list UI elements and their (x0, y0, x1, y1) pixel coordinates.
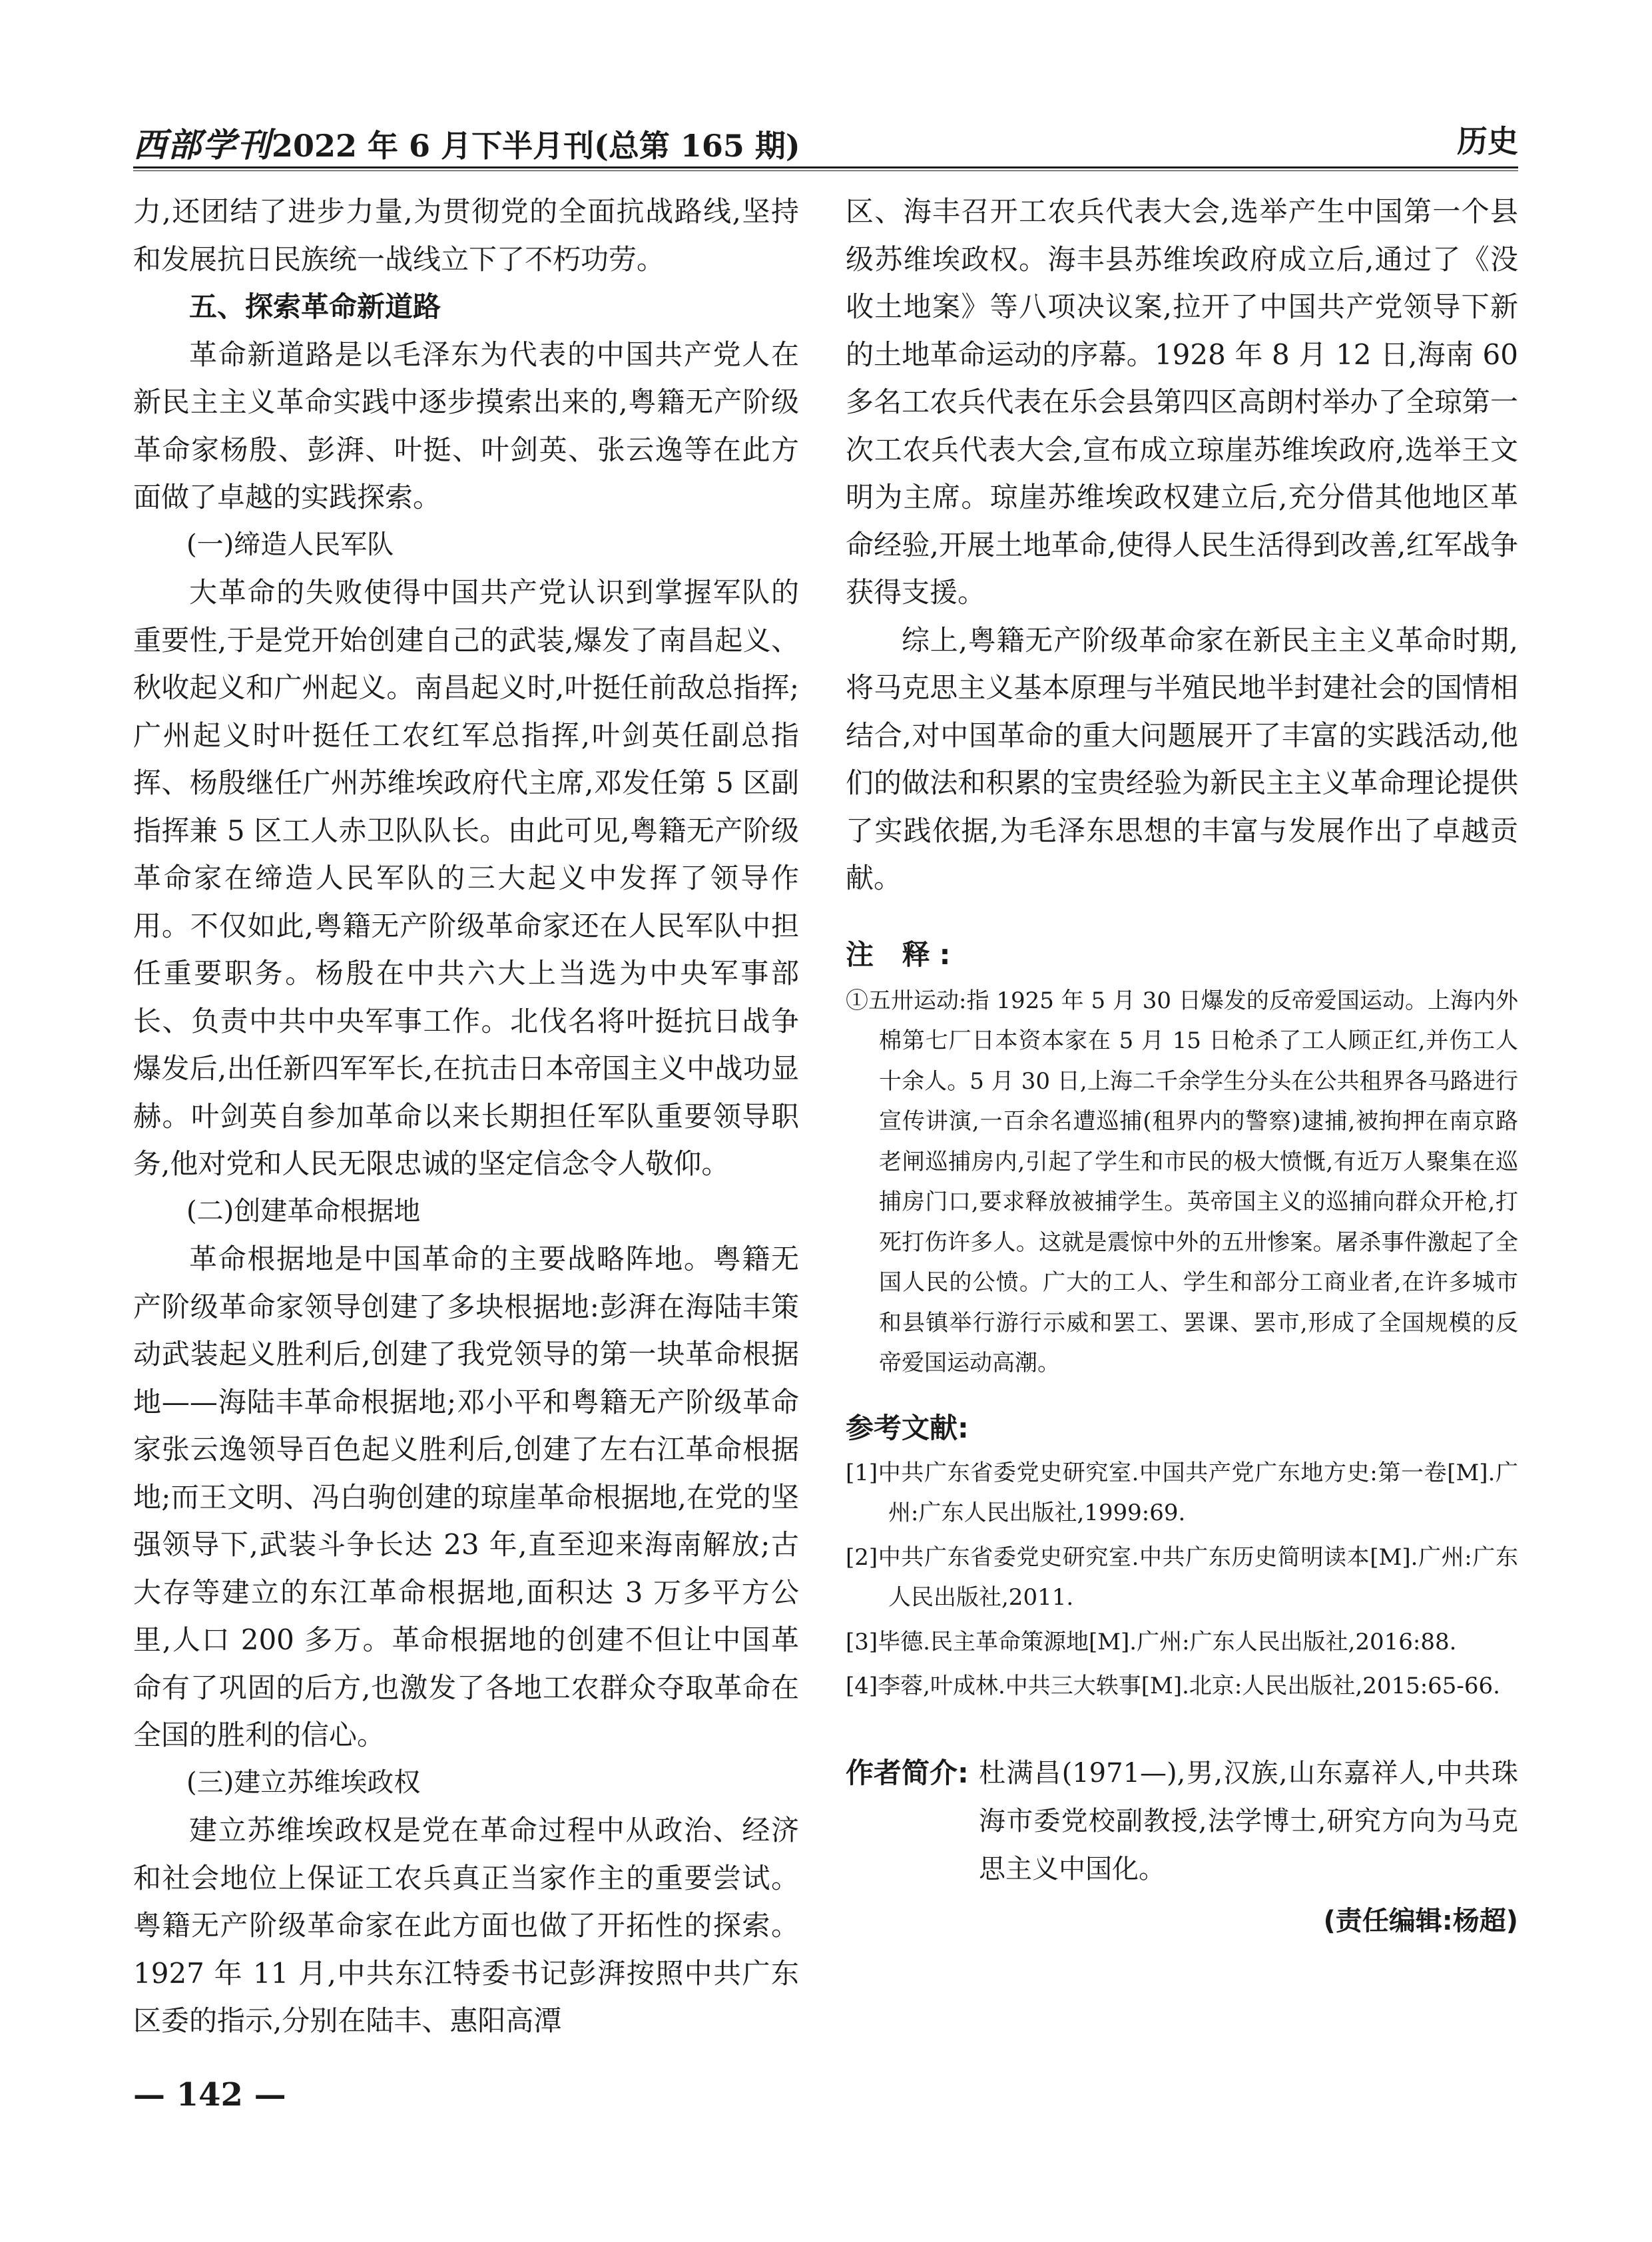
page-header (133, 107, 1518, 164)
journal-logo: 西部学刊 (133, 125, 272, 164)
paragraph: 力,还团结了进步力量,为贯彻党的全面抗战路线,坚持和发展抗日民族统一战线立下了不朽功劳。 (133, 195, 799, 276)
paragraph: 区、海丰召开工农兵代表大会,选举产生中国第一个县级苏维埃政权。海丰县苏维埃政府成立后,通过了《没收土地案》等八项决议案,拉开了中国共产党领导下新的土地革命运动的序幕。1928 年 8 月 12 日,海南 60 多名工农兵代表在乐会县第四区高朗村举办了全琼第一次工农兵代表大会,宣布成立琼崖苏维埃政府,选举王文明为主席。琼崖苏维埃政权建立后,充分借其他地区革命经验,开展土地革命,使得人民生活得到改善,红军战争获得支援。 (846, 195, 1518, 609)
section-heading: 五、探索革命新道路 (189, 290, 441, 323)
issue-info: 2022 年 6 月下半月刊(总第 165 期) (272, 128, 800, 164)
paragraph: 综上,粤籍无产阶级革命家在新民主主义革命时期,将马克思主义基本原理与半殖民地半封建社会的国情相结合,对中国革命的重大问题展开了丰富的实践活动,他们的做法和积累的宝贵经验为新民主主义革命理论提供了实践依据,为毛泽东思想的丰富与发展作出了卓越贡献。 (846, 623, 1518, 894)
paragraph: 大革命的失败使得中国共产党认识到掌握军队的重要性,于是党开始创建自己的武装,爆发了南昌起义、秋收起义和广州起义。南昌起义时,叶挺任前敌总指挥;广州起义时叶挺任工农红军总指挥,叶剑英任副总指挥、杨殷继任广州苏维埃政府代主席,邓发任第 5 区副指挥兼 5 区工人赤卫队队长。由此可见,粤籍无产阶级革命家在缔造人民军队的三大起义中发挥了领导作用。不仅如此,粤籍无产阶级革命家还在人民军队中担任重要职务。杨殷在中共六大上当选为中央军事部长、负责中共中央军事工作。北伐名将叶挺抗日战争爆发后,出任新四军军长,在抗击日本帝国主义中战功显赫。叶剑英自参加革命以来长期担任军队重要领导职务,他对党和人民无限忠诚的坚定信念令人敬仰。 (133, 576, 799, 1180)
paragraph: 建立苏维埃政权是党在革命过程中从政治、经济和社会地位上保证工农兵真正当家作主的重要尝试。粤籍无产阶级革命家在此方面也做了开拓性的探索。1927 年 11 月,中共东江特委书记彭湃按照中共广东区委的指示,分别在陆丰、惠阳高潭 (133, 1814, 799, 2037)
page-number: — 142 — (133, 2076, 286, 2113)
reference-item: [4]李蓉,叶成林.中共三大轶事[M].北京:人民出版社,2015:65-66. (846, 1673, 1500, 1699)
author-label: 作者简介: (846, 1756, 969, 1789)
reference-item: [2]中共广东省委党史研究室.中共广东历史简明读本[M].广州:广东人民出版社,2011. (846, 1543, 1518, 1611)
responsible-editor: (责任编辑:杨超) (1323, 1905, 1518, 1936)
paragraph: 革命新道路是以毛泽东为代表的中国共产党人在新民主主义革命实践中逐步摸索出来的,粤籍无产阶级革命家杨殷、彭湃、叶挺、叶剑英、张云逸等在此方面做了卓越的实践探索。 (133, 338, 799, 513)
journal-issue-line (133, 119, 800, 166)
header-rule-thin (133, 170, 1518, 171)
reference-item: [1]中共广东省委党史研究室.中国共产党广东地方史:第一卷[M].广州:广东人民出版社,1999:69. (846, 1459, 1518, 1526)
paragraph: 革命根据地是中国革命的主要战略阵地。粤籍无产阶级革命家领导创建了多块根据地:彭湃在海陆丰策动武装起义胜利后,创建了我党领导的第一块革命根据地——海陆丰革命根据地;邓小平和粤籍无产阶级革命家张云逸领导百色起义胜利后,创建了左右江革命根据地;而王文明、冯白驹创建的琼崖革命根据地,在党的坚强领导下,武装斗争长达 23 年,直至迎来海南解放;古大存等建立的东江革命根据地,面积达 3 万多平方公里,人口 200 多万。革命根据地的创建不但让中国革命有了巩固的后方,也激发了各地工农群众夺取革命在全国的胜利的信心。 (133, 1243, 799, 1751)
footnote: ①五卅运动:指 1925 年 5 月 30 日爆发的反帝爱国运动。上海内外棉第七厂日本资本家在 5 月 15 日枪杀了工人顾正红,并伤工人十余人。5 月 30 日,上海二千余学生分头在公共租界各马路进行宣传讲演,一百余名遭巡捕(租界内的警察)逮捕,被拘押在南京路老闸巡捕房内,引起了学生和市民的极大愤慨,有近万人聚集在巡捕房门口,要求释放被捕学生。英帝国主义的巡捕向群众开枪,打死打伤许多人。这就是震惊中外的五卅惨案。屠杀事件激起了全国人民的公愤。广大的工人、学生和部分工商业者,在许多城市和县镇举行游行示威和罢工、罢课、罢市,形成了全国规模的反帝爱国运动高潮。 (846, 987, 1518, 1376)
subsection-heading: (一)缔造人民军队 (186, 529, 394, 560)
section-label: 历史 (1457, 123, 1518, 159)
right-column (846, 188, 1518, 1945)
author-bio (846, 1749, 1518, 1893)
subsection-heading: (三)建立苏维埃政权 (186, 1767, 421, 1798)
header-rule (133, 166, 1518, 168)
subsection-heading: (二)创建革命根据地 (186, 1195, 421, 1227)
author-text: 杜满昌(1971—),男,汉族,山东嘉祥人,中共珠海市委党校副教授,法学博士,研究方向为马克思主义中国化。 (979, 1757, 1518, 1884)
left-column (133, 188, 799, 2045)
notes-heading: 注 释: (846, 938, 960, 971)
references-heading: 参考文献: (846, 1411, 969, 1444)
reference-item: [3]毕德.民主革命策源地[M].广州:广东人民出版社,2016:88. (846, 1628, 1457, 1655)
